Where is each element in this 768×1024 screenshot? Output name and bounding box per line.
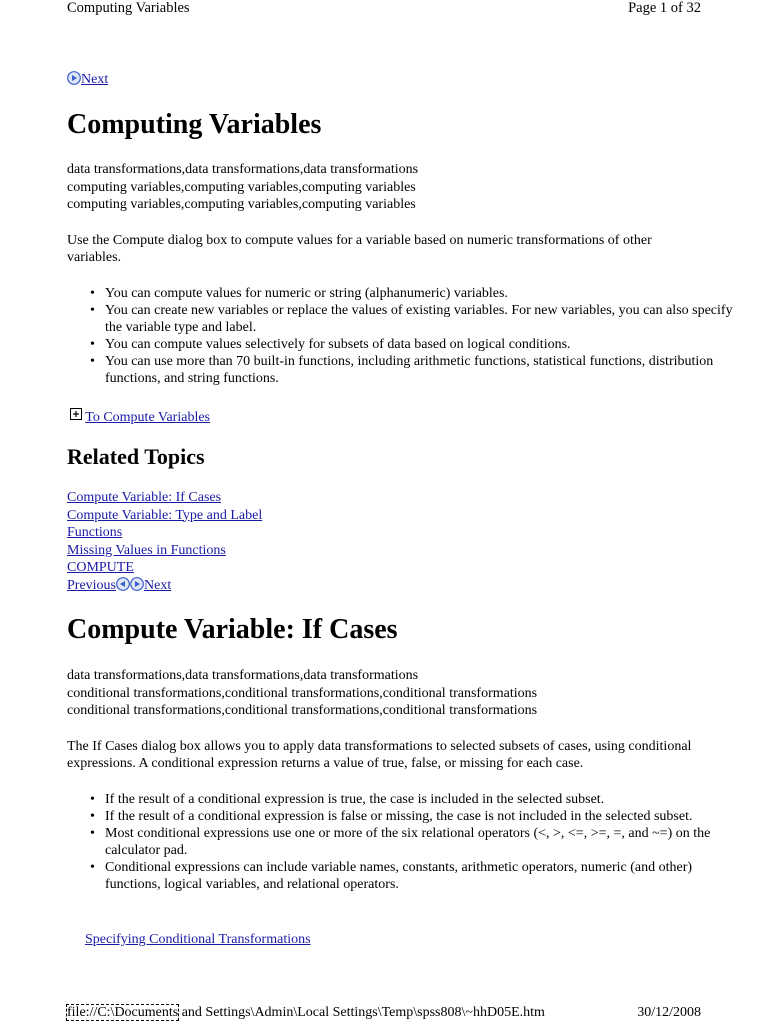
specifying-conditional-link-wrapper	[85, 932, 311, 948]
list-item: • You can use more than 70 built-in functions, including arithmetic functions, statistical functions, distribution functions, and string functions.	[90, 354, 714, 386]
footer-path-rest: and Settings\Admin\Local Settings\Temp\spss808\~hhD05E.htm	[178, 1005, 545, 1020]
previous-arrow-icon[interactable]	[116, 577, 130, 591]
list-item: • Conditional expressions can include variable names, constants, arithmetic operators, numeric (and other) functions, logical variables, and relational operators.	[90, 860, 693, 892]
footer-path-boxed: file://C:\Documents	[67, 1005, 179, 1020]
next-link[interactable]: Next	[144, 578, 172, 593]
keyword-line: conditional transformations,conditional transformations,conditional transformations	[67, 685, 538, 701]
related-link-compute[interactable]: COMPUTE	[67, 560, 134, 575]
keyword-line: data transformations,data transformations,data transformations	[67, 162, 419, 177]
footer-file-path	[67, 1005, 545, 1021]
intro-paragraph: Use the Compute dialog box to compute values for a variable based on numeric transformations of other variables.	[67, 233, 652, 265]
list-item: • If the result of a conditional expression is false or missing, the case is not included in the selected subset.	[90, 809, 693, 824]
related-link-functions[interactable]: Functions	[67, 525, 123, 540]
list-item: • You can compute values selectively for subsets of data based on logical conditions.	[90, 337, 571, 352]
section-title-if-cases: Compute Variable: If Cases	[67, 614, 398, 645]
keyword-line: computing variables,computing variables,computing variables	[67, 197, 416, 212]
keyword-block	[67, 667, 537, 720]
keyword-line: computing variables,computing variables,computing variables	[67, 179, 416, 195]
keyword-line: data transformations,data transformations,data transformations	[67, 668, 419, 683]
keyword-block	[67, 161, 418, 214]
next-link[interactable]: Next	[81, 72, 109, 87]
bullet-list	[67, 791, 735, 893]
specifying-conditional-transformations-link[interactable]: Specifying Conditional Transformations	[85, 932, 311, 947]
expand-plus-icon[interactable]	[70, 408, 82, 420]
top-next-nav[interactable]	[67, 71, 108, 88]
page-number: Page 1 of 32	[628, 0, 701, 16]
list-item: • You can create new variables or replace the values of existing variables. For new variables, you can also specify the variable type and label.	[90, 303, 733, 335]
related-topics-list	[67, 489, 262, 577]
to-compute-variables-expander[interactable]	[70, 408, 210, 426]
next-arrow-icon[interactable]	[67, 71, 81, 85]
section-title-computing-variables: Computing Variables	[67, 109, 322, 140]
list-item: • If the result of a conditional expression is true, the case is included in the selected subset.	[90, 792, 605, 807]
related-link-type-and-label[interactable]: Compute Variable: Type and Label	[67, 507, 263, 523]
previous-link[interactable]: Previous	[67, 578, 116, 593]
footer-date: 30/12/2008	[637, 1005, 701, 1020]
keyword-line: conditional transformations,conditional transformations,conditional transformations	[67, 703, 538, 718]
header-title: Computing Variables	[67, 0, 190, 16]
list-item: • Most conditional expressions use one or more of the six relational operators (<, >, <=, >=, =, and ~=) on the calculator pad.	[90, 826, 711, 858]
to-compute-variables-link[interactable]: To Compute Variables	[85, 410, 210, 425]
related-topics-heading: Related Topics	[67, 444, 205, 469]
next-arrow-icon[interactable]	[130, 577, 144, 591]
related-link-if-cases[interactable]: Compute Variable: If Cases	[67, 490, 222, 505]
intro-paragraph: The If Cases dialog box allows you to apply data transformations to selected subsets of cases, using conditional expressions. A conditional expression returns a value of true, false, or missing for each case.	[67, 739, 692, 771]
related-link-missing-values[interactable]: Missing Values in Functions	[67, 542, 226, 558]
prev-next-nav	[67, 577, 171, 594]
bullet-list	[67, 285, 735, 387]
list-item: • You can compute values for numeric or string (alphanumeric) variables.	[90, 286, 508, 301]
